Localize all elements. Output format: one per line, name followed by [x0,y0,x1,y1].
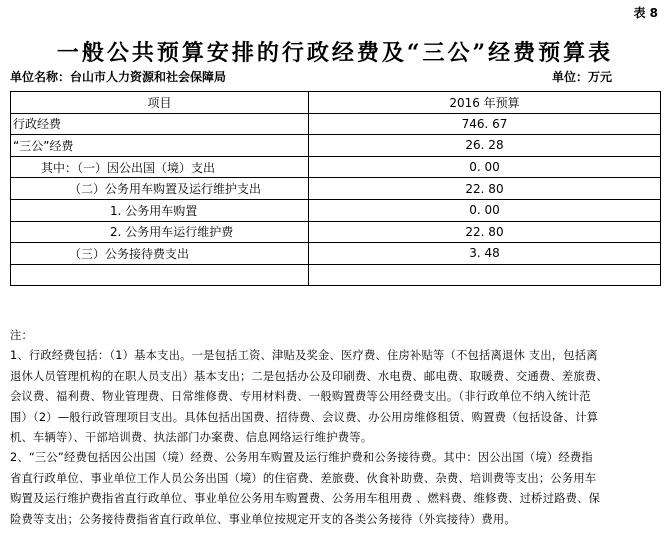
header-item: 项目 [11,92,309,114]
table-row [11,243,661,265]
row-label: 2. 公务用车运行维护费 [11,221,309,243]
table-row-empty [11,264,661,286]
row-label: 其中：（一）因公出国（境）支出 [11,156,309,178]
row-value: 746. 67 [309,113,661,135]
table-row [11,113,661,135]
budget-table [10,91,661,286]
note-line: 围）（2）—般行政管理项目支出。具体包括出国费、招待费、会议费、办公用房维修租赁、购置费（包括设备、计算 [10,410,599,424]
row-label [11,264,309,286]
row-value: 0. 00 [309,156,661,178]
notes-heading: 注： [10,329,33,342]
note-line: 退休人员管理机构的在职人员支出）基本支出；二是包括办公及印刷费、水电费、邮电费、取暖费、交通费、差旅费、 [10,369,608,383]
unit-name: 单位名称：台山市人力资源和社会保障局 [10,70,227,84]
unit-measure: 单位：万元 [551,70,612,84]
table-row [11,156,661,178]
table-row [11,221,661,243]
row-value: 26. 28 [309,135,661,157]
notes-section [10,326,662,530]
row-label: 行政经费 [11,113,309,135]
header-budget: 2016 年预算 [309,92,661,114]
row-value [309,264,661,286]
table-row [11,135,661,157]
note-line: 1、行政经费包括：（1）基本支出。一是包括工资、津贴及奖金、医疗费、住房补贴等（不包括离退休 支出，包括离 [10,349,598,363]
unit-row [10,68,612,86]
note-line: 会议费、福利费、物业管理费、日常维修费、专用材料费、一般购置费等公用经费支出。（非行政单位不纳入统计范 [10,390,591,404]
note-line: 2、“三公”经费包括因公出国（境）经费、公务用车购置及运行维护费和公务接待费。其中：因公出国（境）经费指 [10,451,593,465]
page-label: 表 8 [633,6,658,20]
page-title: 一般公共预算安排的行政经费及“三公”经费预算表 [56,40,614,66]
note-line: 省直行政单位、事业单位工作人员公务出国（境）的住宿费、差旅费、伙食补助费、杂费、培训费等支出；公务用车 [10,471,597,485]
row-label: （二）公务用车购置及运行维护支出 [11,178,309,200]
note-line: 险费等支出；公务接待费指省直行政单位、事业单位按规定开支的各类公务接待（外宾接待）费用。 [10,512,516,526]
row-value: 3. 48 [309,243,661,265]
row-value: 0. 00 [309,199,661,221]
row-label: 1. 公务用车购置 [11,199,309,221]
row-value: 22. 80 [309,178,661,200]
row-value: 22. 80 [309,221,661,243]
table-row [11,199,661,221]
row-label: “三公”经费 [11,135,309,157]
note-line: 购置及运行维护费指省直行政单位、事业单位公务用车购置费、公务用车租用费 、燃料费、维修费、过桥过路费、保 [10,492,601,506]
table-row [11,178,661,200]
table-header-row [11,92,661,114]
note-line: 机、车辆等）、干部培训费、执法部门办案费、信息网络运行维护费等。 [10,431,373,445]
row-label: （三）公务接待费支出 [11,243,309,265]
